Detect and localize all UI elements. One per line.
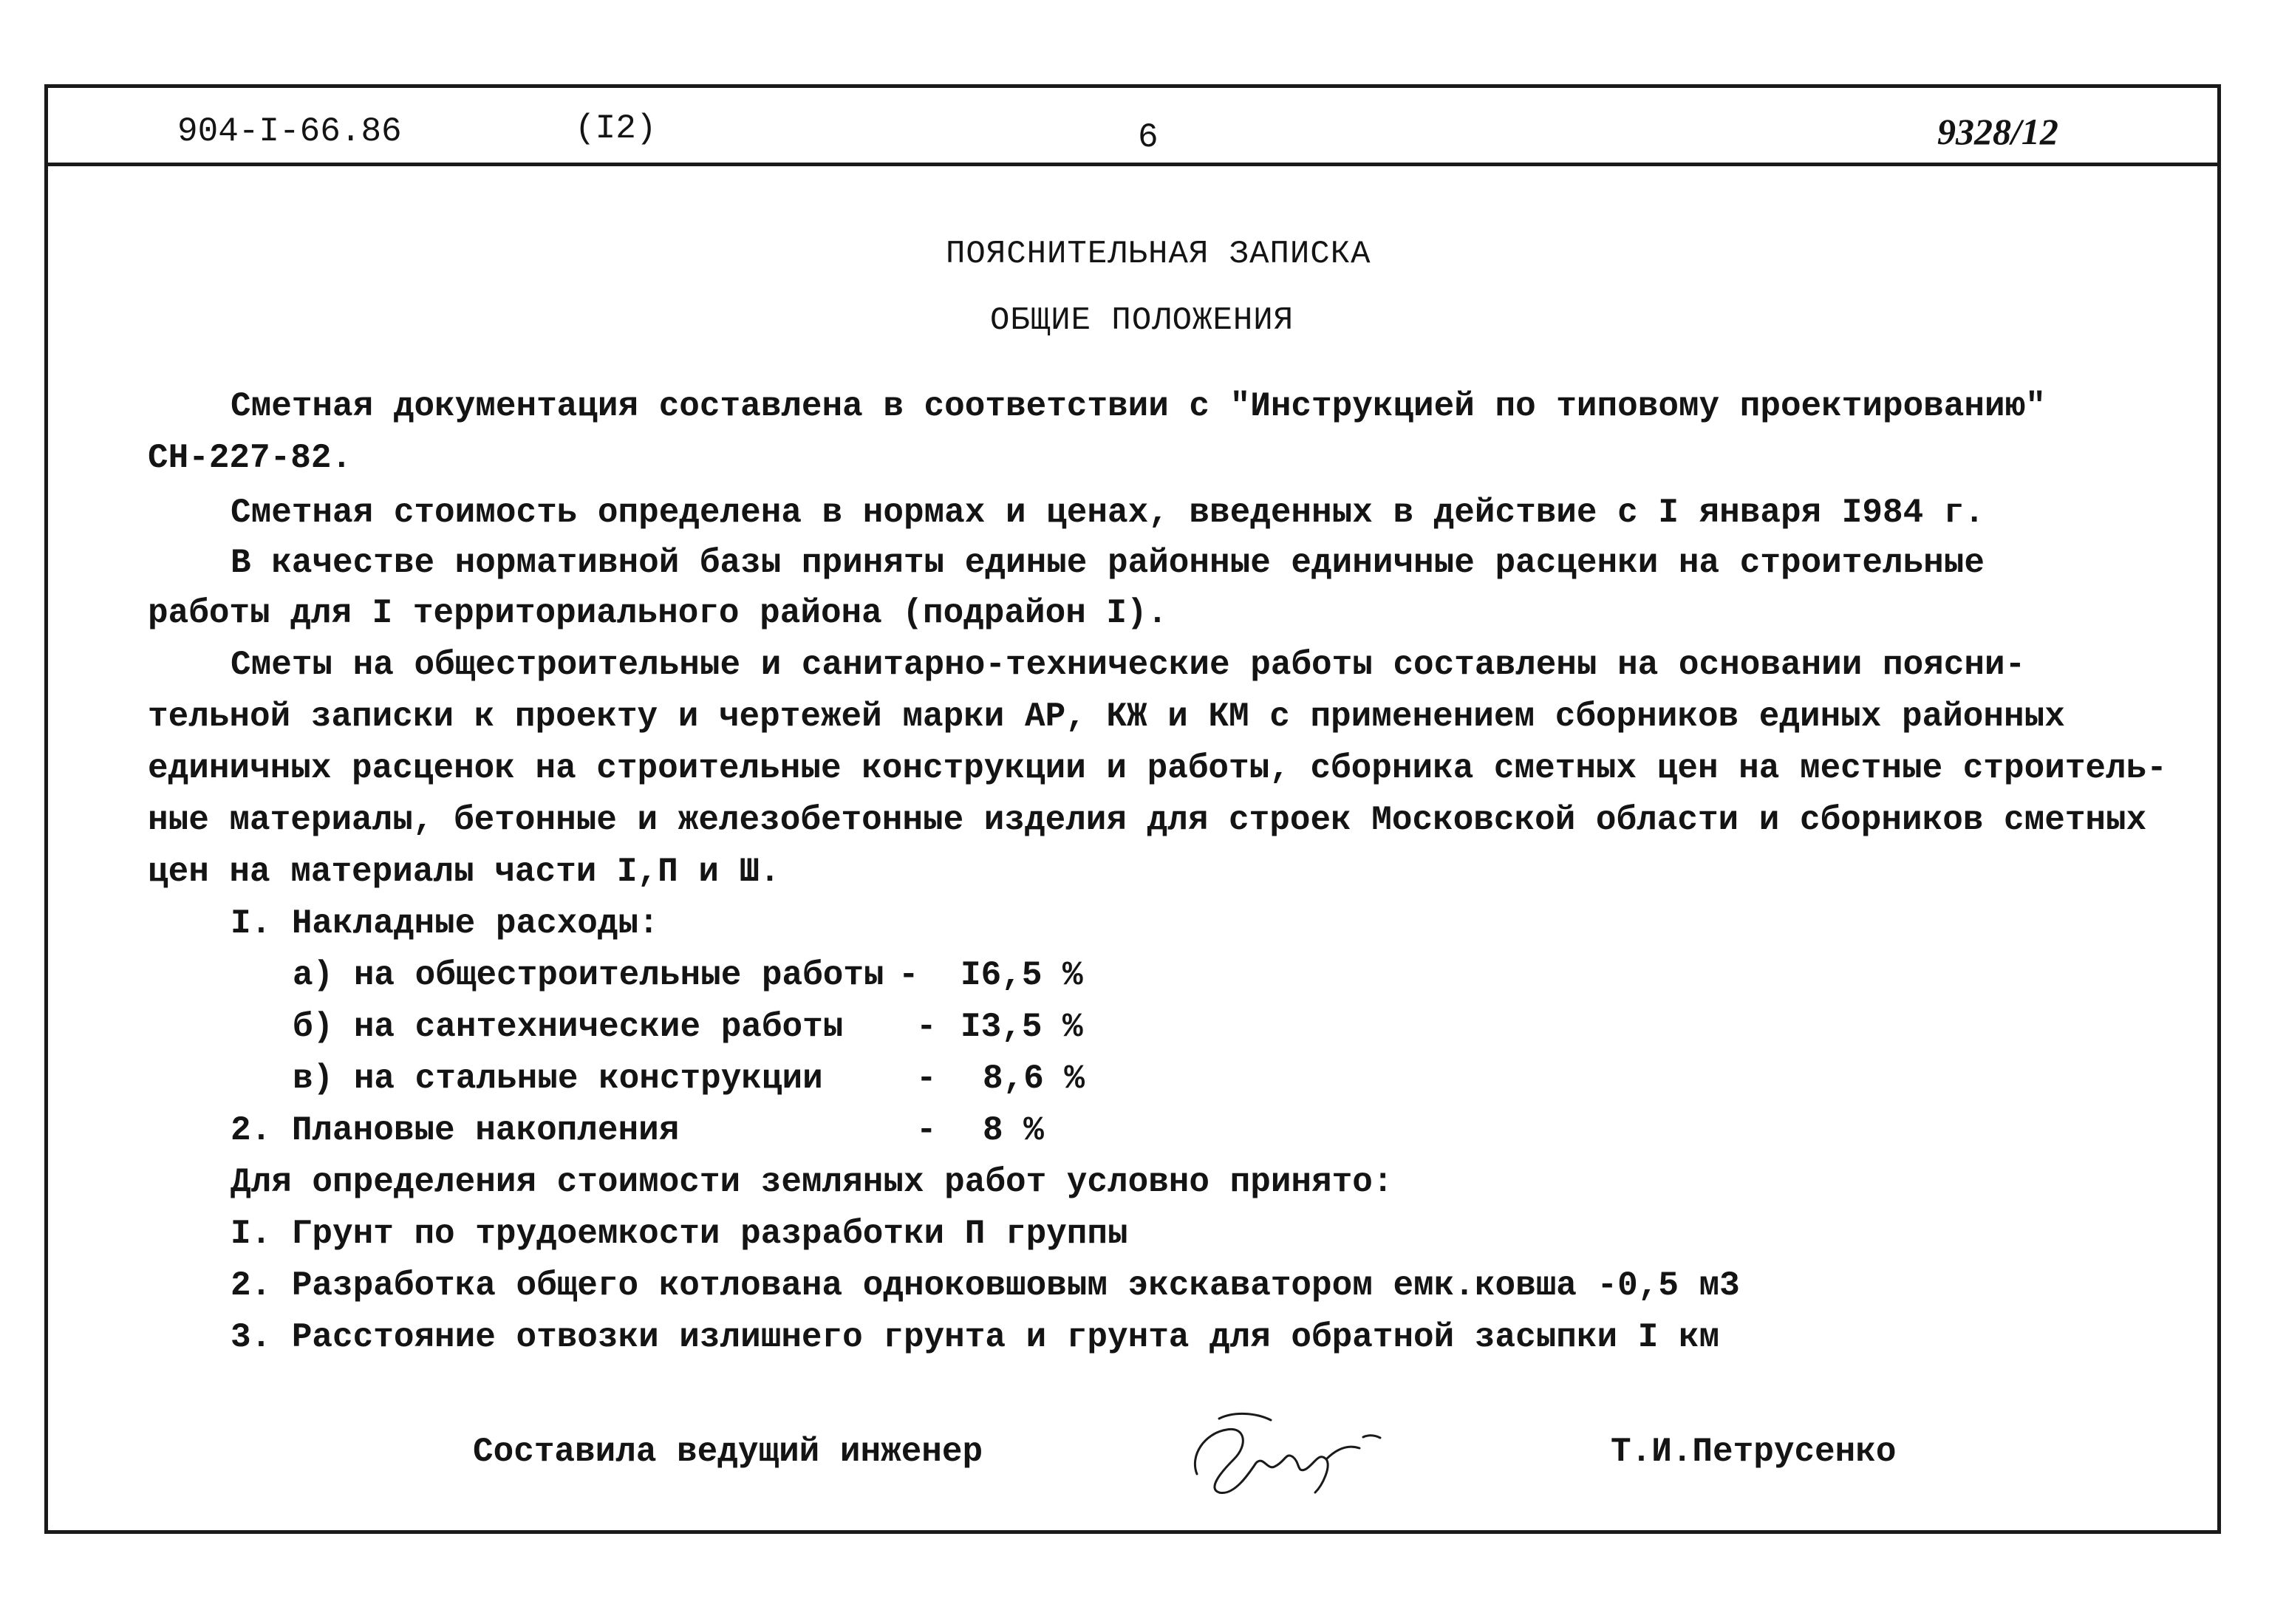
page-number: 6 xyxy=(1138,118,1159,157)
sheet-number: (I2) xyxy=(575,109,657,148)
earthworks-item: 3. Расстояние отвозки излишнего грунта и грунта для обратной засыпки I км xyxy=(231,1318,1720,1357)
paragraph-line: ные материалы, бетонные и железобетонные изделия для строек Московской области и сборников сметных xyxy=(148,801,2147,839)
earthworks-title: Для определения стоимости земляных работ условно принято: xyxy=(231,1163,1393,1201)
earthworks-item: 2. Разработка общего котлована одноковшовым экскаватором емк.ковша -0,5 м3 xyxy=(231,1266,1740,1305)
paragraph-line: Сметы на общестроительные и санитарно-технические работы составлены на основании поясни- xyxy=(231,646,2026,684)
section-title: ОБЩИЕ ПОЛОЖЕНИЯ xyxy=(990,302,1294,339)
paragraph-line: В качестве нормативной базы приняты единые районные единичные расценки на строительные xyxy=(231,544,1985,582)
paragraph-line: единичных расценок на строительные конструкции и работы, сборника сметных цен на местные строитель- xyxy=(148,749,2167,788)
overhead-item-label: в) на стальные конструкции xyxy=(293,1060,823,1098)
overhead-item-dash: - xyxy=(916,1008,937,1046)
overhead-item-dash: - xyxy=(916,1060,937,1098)
inventory-number: 9328/12 xyxy=(1937,111,2058,152)
paragraph-line: Сметная стоимость определена в нормах и ценах, введенных в действие с I января I984 г. xyxy=(231,494,1985,532)
paragraph-line: СН-227-82. xyxy=(148,439,352,477)
overheads-title: I. Накладные расходы: xyxy=(231,904,659,943)
overhead-item-value: 8,6 % xyxy=(983,1060,1085,1098)
header-divider xyxy=(44,163,2221,166)
planned-savings-value: 8 % xyxy=(983,1111,1044,1150)
overhead-item-label: б) на сантехнические работы xyxy=(293,1008,844,1046)
overhead-item-value: I6,5 % xyxy=(961,956,1083,994)
document-title: ПОЯСНИТЕЛЬНАЯ ЗАПИСКА xyxy=(946,236,1371,273)
paragraph-line: работы для I территориального района (подрайон I). xyxy=(148,594,1168,632)
overhead-item-value: I3,5 % xyxy=(961,1008,1083,1046)
signatory-role: Составила ведущий инженер xyxy=(473,1433,983,1471)
signatory-name: Т.И.Петрусенко xyxy=(1611,1433,1897,1471)
planned-savings-label: 2. Плановые накопления xyxy=(231,1111,680,1150)
paragraph-line: тельной записки к проекту и чертежей марки АР, КЖ и КМ с применением сборников единых районных xyxy=(148,697,2065,736)
earthworks-item: I. Грунт по трудоемкости разработки П группы xyxy=(231,1215,1128,1253)
paragraph-line: цен на материалы части I,П и Ш. xyxy=(148,853,780,891)
overhead-item-dash: - xyxy=(898,956,919,994)
overhead-item-label: а) на общестроительные работы xyxy=(293,956,884,994)
planned-savings-dash: - xyxy=(916,1111,937,1150)
paragraph-line: Сметная документация составлена в соответствии с "Инструкцией по типовому проектированию" xyxy=(231,387,2046,426)
handwritten-signature xyxy=(1175,1404,1396,1507)
document-code: 904-I-66.86 xyxy=(177,112,402,151)
